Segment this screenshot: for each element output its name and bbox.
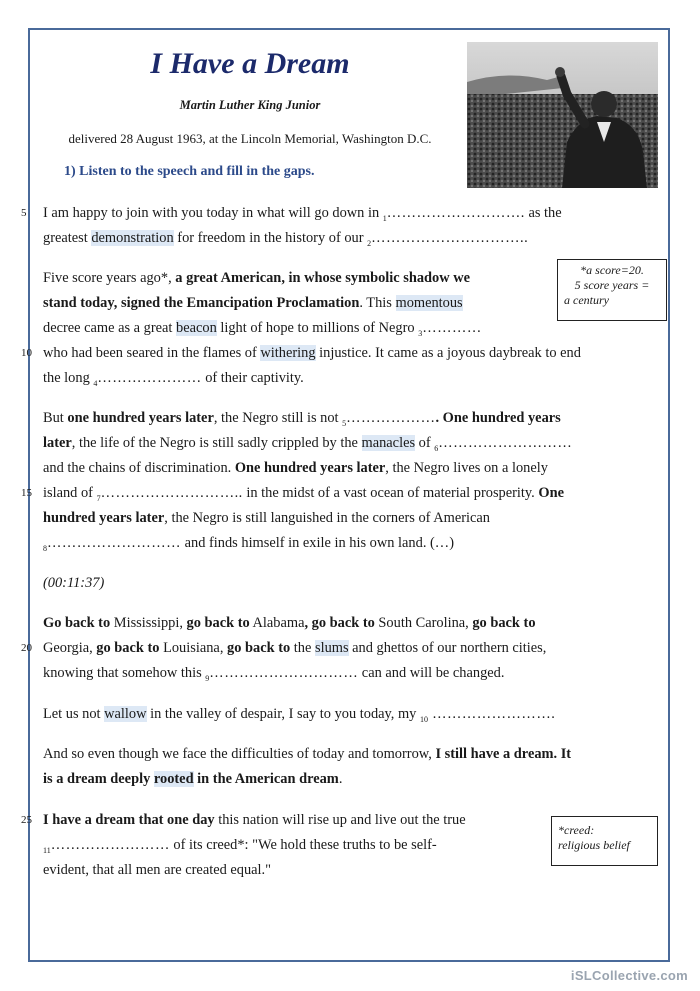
speech-line-20 — [21, 636, 547, 661]
text: Georgia, — [43, 640, 97, 656]
gap-number: 11 — [43, 845, 51, 855]
text: , the life of the Negro is still sadly crippled by the — [71, 435, 362, 451]
speech-photo — [467, 42, 658, 188]
speech-line-16 — [43, 506, 490, 531]
author: Martin Luther King Junior — [179, 98, 321, 112]
line-number: 20 — [21, 642, 32, 654]
highlight-word: withering — [260, 345, 316, 361]
text: (00:11:37) — [43, 575, 105, 591]
highlight-word: demonstration — [91, 230, 174, 246]
text: the — [290, 640, 315, 656]
highlight-word: rooted — [153, 771, 194, 787]
gap-blank-8[interactable]: ……………………… — [47, 535, 182, 551]
text: Let us not — [43, 706, 105, 722]
gap-blank-1[interactable]: ………………………. — [386, 205, 525, 221]
speech-line-13 — [43, 431, 572, 456]
gap-blank-3[interactable]: ………… — [422, 320, 482, 336]
gap-number: 5 — [342, 418, 347, 428]
gap-blank-4[interactable]: ………………… — [97, 370, 202, 386]
speech-line-17 — [43, 531, 454, 556]
speech-line-24 — [43, 767, 342, 792]
text: Alabama — [249, 615, 305, 631]
speech-line-7 — [43, 266, 470, 291]
text: Five score years ago*, — [43, 270, 176, 286]
bold-text: go back to — [472, 615, 536, 631]
bold-text: One hundred years later — [234, 460, 386, 476]
text: of — [415, 435, 435, 451]
gap-blank-2[interactable]: ………………………….. — [371, 230, 529, 246]
bold-text: hundred years later — [43, 510, 165, 526]
gap-number: 8 — [43, 543, 47, 553]
text: greatest — [43, 230, 92, 246]
text: knowing that somehow this — [43, 665, 206, 681]
bold-text: I still have a dream. It — [435, 746, 572, 762]
bold-text: in the American dream — [193, 771, 339, 787]
text: I am happy to join with you today in what will go down in — [43, 205, 383, 221]
text: of their captivity. — [201, 370, 304, 386]
highlight-word: manacles — [361, 435, 416, 451]
gap-number: 10 — [419, 714, 428, 724]
gap-blank-9[interactable]: ………………………… — [209, 665, 359, 681]
gap-number: 2 — [367, 238, 372, 248]
speech-line-8 — [43, 291, 463, 316]
delivery-info: delivered 28 August 1963, at the Lincoln Memorial, Washington D.C. — [68, 131, 432, 146]
note-line: a century — [564, 293, 609, 307]
bold-text: . One hundred years — [435, 410, 561, 426]
text: in the midst of a vast ocean of material prosperity. — [242, 485, 539, 501]
highlight-word: beacon — [176, 320, 217, 336]
text: in the valley of despair, I say to you today, my — [146, 706, 420, 722]
speech-line-14 — [43, 456, 548, 481]
text: , the Negro still is not — [213, 410, 343, 426]
speech-line-19 — [43, 611, 536, 636]
speech-line-22 — [43, 702, 555, 727]
bold-text: one hundred years later — [67, 410, 214, 426]
note-line: 5 score years = — [574, 278, 650, 292]
bold-text: go back to — [186, 615, 250, 631]
gap-blank-7[interactable]: ……………………….. — [100, 485, 243, 501]
text: and finds himself in exile in his own land. (…) — [181, 535, 454, 551]
note-score — [557, 259, 667, 321]
gap-number: 1 — [382, 213, 387, 223]
text: island of — [43, 485, 97, 501]
bold-text: go back to — [96, 640, 160, 656]
gap-number: 6 — [434, 443, 439, 453]
text: And so even though we face the difficulties of today and tomorrow, — [43, 746, 436, 762]
watermark: iSLCollective.com — [570, 968, 688, 983]
gap-blank-11[interactable]: …………………… — [50, 837, 170, 853]
gap-blank-5[interactable]: ……………… — [346, 410, 436, 426]
bold-text: Go back to — [43, 615, 111, 631]
note-line: *creed: — [558, 823, 595, 837]
highlight-word: wallow — [104, 706, 147, 722]
text: Louisiana, — [159, 640, 228, 656]
text: decree came as a great — [43, 320, 177, 336]
text: of its creed*: "We hold these truths to be self- — [169, 837, 437, 853]
worksheet-frame — [21, 28, 670, 962]
highlight-word: momentous — [395, 295, 463, 311]
text: injustice. It came as a joyous daybreak to end — [315, 345, 581, 361]
gap-blank-6[interactable]: ……………………… — [438, 435, 573, 451]
gap-number: 3 — [418, 328, 423, 338]
bold-text: later — [43, 435, 72, 451]
page-title: I Have a Dream — [150, 47, 350, 80]
text: who had been seared in the flames of — [43, 345, 261, 361]
text: light of hope to millions of Negro — [216, 320, 419, 336]
highlight-word: slums — [314, 640, 349, 656]
speech-line-27 — [43, 858, 271, 883]
speech-line-12 — [43, 406, 561, 431]
bold-text: is a dream deeply — [43, 771, 154, 787]
gap-number: 9 — [205, 673, 210, 683]
speech-line-6 — [43, 226, 528, 251]
line-number: 15 — [21, 487, 32, 499]
speech-line-10 — [21, 341, 581, 366]
note-line: *a score=20. — [580, 263, 644, 277]
gap-number: 7 — [96, 493, 101, 503]
line-number: 10 — [21, 347, 32, 359]
speech-line-5 — [21, 201, 562, 226]
line-number: 25 — [21, 814, 32, 826]
text: But — [43, 410, 68, 426]
bold-text: go back to — [227, 640, 291, 656]
bold-text: a great American, in whose symbolic shadow we — [175, 270, 471, 286]
gap-blank-10[interactable]: ……………………. — [427, 706, 556, 722]
speech-line-9 — [43, 316, 482, 341]
bold-text: , go back to — [304, 615, 375, 631]
speech-line-15 — [21, 481, 564, 506]
bold-text: I have a dream that one day — [43, 812, 215, 828]
line-number: 5 — [21, 207, 27, 219]
bold-text: stand today, signed the Emancipation Proclamation — [43, 295, 360, 311]
text: for freedom in the history of our — [173, 230, 368, 246]
note-creed — [551, 816, 658, 866]
text: . This — [359, 295, 396, 311]
bold-text: One — [538, 485, 564, 501]
text: . — [338, 771, 343, 787]
text: , the Negro lives on a lonely — [385, 460, 548, 476]
text: the long — [43, 370, 94, 386]
text: as the — [524, 205, 562, 221]
speech-line-11 — [43, 366, 304, 391]
text: this nation will rise up and live out the true — [214, 812, 466, 828]
text: evident, that all men are created equal." — [43, 862, 272, 878]
text: and the chains of discrimination. — [43, 460, 235, 476]
worksheet-header — [30, 30, 500, 220]
text: , the Negro is still languished in the corners of American — [164, 510, 490, 526]
text: can and will be changed. — [358, 665, 505, 681]
text: and ghettos of our northern cities, — [348, 640, 547, 656]
note-line: religious belief — [558, 838, 630, 852]
speech-line-21 — [43, 661, 504, 686]
speech-line-23 — [43, 742, 571, 767]
timestamp — [43, 571, 104, 596]
speech-line-25 — [21, 808, 466, 833]
instruction: 1) Listen to the speech and fill in the gaps. — [64, 164, 315, 179]
speech-line-26 — [43, 833, 437, 858]
text: South Carolina, — [374, 615, 473, 631]
gap-number: 4 — [93, 378, 98, 388]
text: Mississippi, — [110, 615, 187, 631]
